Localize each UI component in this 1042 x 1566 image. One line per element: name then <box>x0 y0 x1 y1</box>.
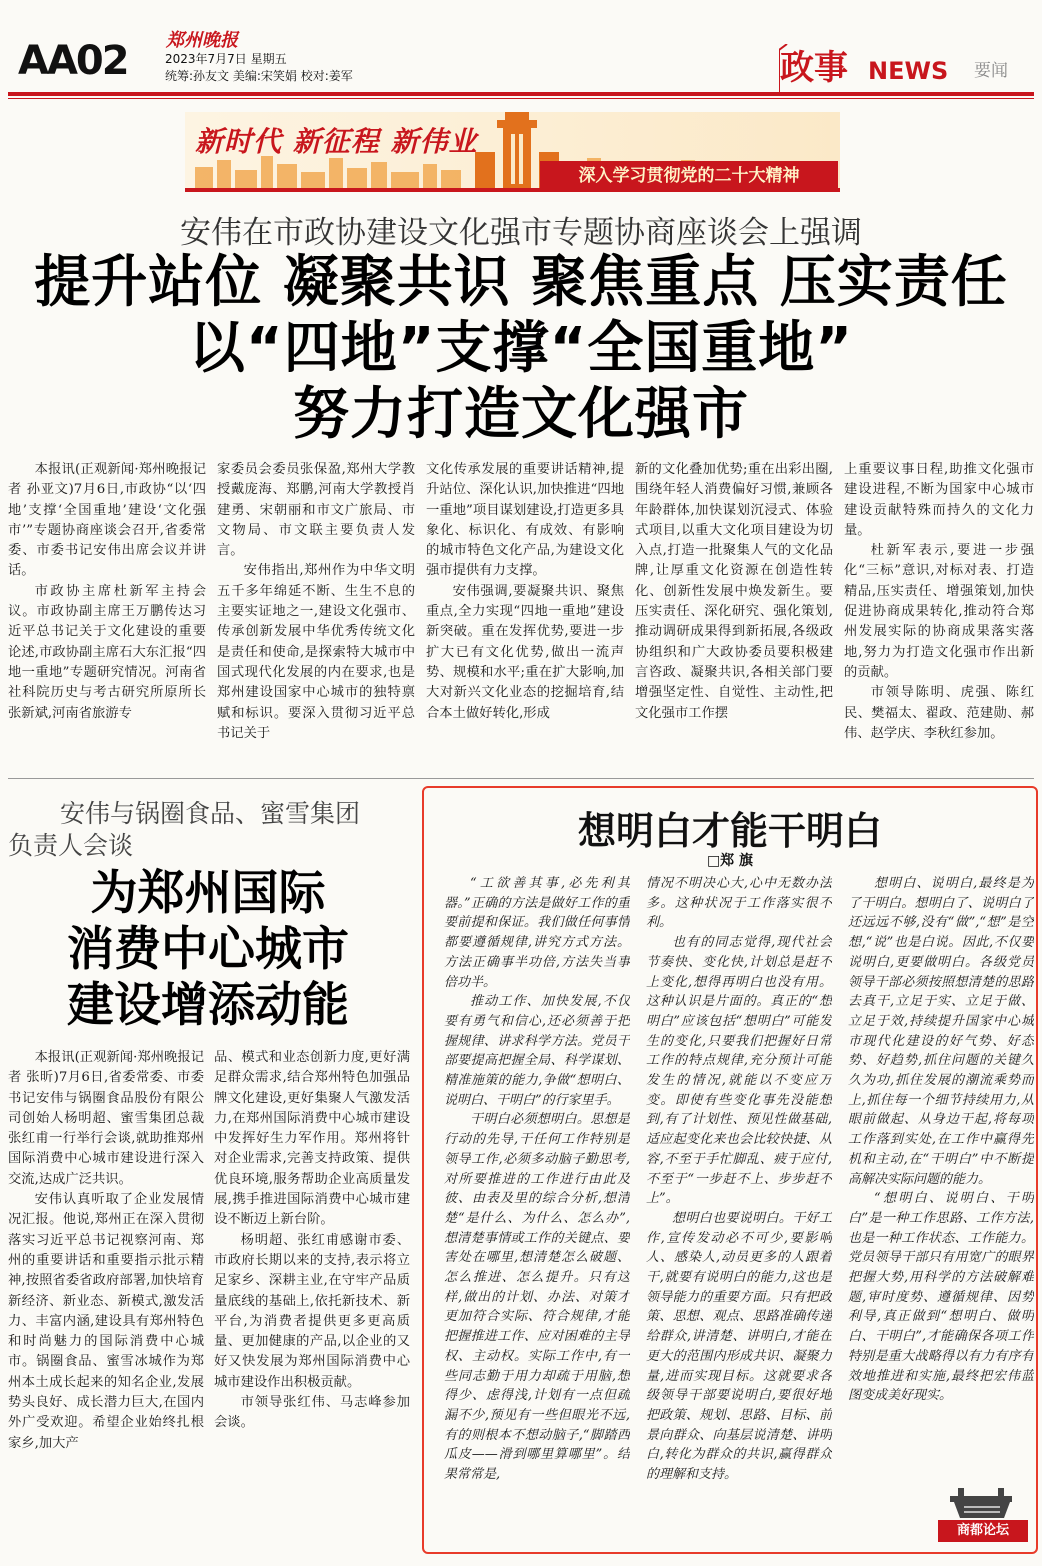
paragraph: 也有的同志觉得,现代社会节奏快、变化快,计划总是赶不上变化,想得再明白也没有用。这种认识是片面的。真正的“想明白”应该包括“想明白”可能发生的变化,只要我们把握好日常工作的特点规律,充分预计可能发生的情况,就能以不变应万变。即使有些变化事先没能想到,有了计划性、预见性做基础,适应起变化来也会比较快捷、从容,不至于手忙脚乱、疲于应付,不至于“一步赶不上、步步赶不上”。 <box>646 935 832 1207</box>
header-rule-thin <box>8 98 1034 99</box>
section-news-label: NEWS <box>868 57 949 85</box>
paragraph: 干明白必须想明白。思想是行动的先导,干任何工作特别是领导工作,必须多动脑子勤思考,对所要推进的工作进行由此及彼、由表及里的综合分析,想清楚“是什么、为什么、怎么办”,想清楚事情或工作的关键点、要害处在哪里,想清楚怎么破题、怎么推进、怎么提升。只有这样,做出的计划、办法、对策才更加符合实际、符合规律,才能把握推进工作、应对困难的主导权、主动权。实际工作中,有一些同志勤于用力却疏于用脑,想得少、虑得浅,计划有一点但疏漏不少,预见有一些但眼光不远,有的则根本不想动脑子,“脚踏西瓜皮——滑到哪里算哪里”。结果常常是, <box>444 1112 630 1483</box>
paragraph: 市领导陈明、虎强、陈红民、樊福太、翟政、范建勋、郝伟、赵学庆、李秋红参加。 <box>844 685 1034 741</box>
commentary-column-1 <box>444 874 630 1546</box>
lead-headline-line-1: 提升站位 凝聚共识 聚焦重点 压实责任 <box>34 250 1008 315</box>
banner-title: 新时代 新征程 新伟业 <box>195 125 478 158</box>
section-title: 政事 <box>780 48 848 88</box>
paragraph: 想明白、说明白,最终是为了干明白。想明白了、说明白了还远远不够,没有“做”,“想”是空想,“说”也是白说。因此,不仅要说明白,更要做明白。各级党员领导干部必须按照想清楚的思路去真干,立足于实、立足于做、立足于效,持续提升国家中心城市现代化建设的好气势、好态势、好趋势,抓住问题的关键久久为功,抓住发展的潮流乘势而上,抓住每一个细节持续用力,从眼前做起、从身边干起,将每项工作落到实处,在工作中赢得先机和主动,在“干明白”中不断提高解决实际问题的能力。 <box>848 876 1034 1187</box>
paragraph: 杜新军表示,要进一步强化“三标”意识,对标对表、打造精品,压实责任、增强策划,加快促进协商成果转化,推动符合郑州发展实际的协商成果落实落地,努力为打造文化强市作出新的贡献。 <box>844 543 1034 680</box>
issue-date: 2023年7月7日 星期五 <box>165 52 287 66</box>
paragraph: 杨明超、张红甫感谢市委、市政府长期以来的支持,表示将立足家乡、深耕主业,在守牢产品质量底线的基础上,依托新技术、新平台,为消费者提供更多更高质量、更加健康的产品,以企业的又好又快发展为郑州国际消费中心城市建设作出积极贡献。 <box>214 1232 410 1390</box>
section-subtitle: 要闻 <box>974 61 1008 81</box>
commentary-column-3 <box>848 874 1034 1478</box>
lead-headline-line-2: 以“四地”支撑“全国重地” <box>188 316 854 381</box>
paragraph: 情况不明决心大,心中无数办法多。这种状况于工作落实很不利。 <box>646 876 832 931</box>
commentary-title: 想明白才能干明白 <box>577 809 882 853</box>
article2-kicker: 安伟与锅圈食品、蜜雪集团 <box>60 799 361 828</box>
section-divider <box>8 778 1034 779</box>
paragraph: 本报讯(正观新闻·郑州晚报记者 孙亚文)7月6日,市政协“以‘四地’支撑‘全国重地’建设‘文化强市’”专题协商座谈会召开,省委常委、市委书记安伟出席会议并讲话。 <box>8 462 206 579</box>
article2-headline-line-3: 建设增添动能 <box>67 978 349 1033</box>
lead-column-4 <box>635 460 833 770</box>
paragraph: 上重要议事日程,助推文化强市建设进程,不断为国家中心城市建设贡献特殊而持久的文化力量。 <box>844 462 1034 538</box>
paragraph: 安伟指出,郑州作为中华文明五千多年绵延不断、生生不息的主要实证地之一,建设文化强市、传承创新发展中华优秀传统文化是责任和使命,是探索特大城市中国式现代化发展的内在要求,也是郑州建设国家中心城市的独特禀赋和标识。要深入贯彻习近平总书记关于 <box>217 563 415 741</box>
lead-column-3 <box>426 460 624 770</box>
header-rule <box>8 92 1034 96</box>
banner-subtitle: 深入学习贯彻党的二十大精神 <box>540 161 838 191</box>
paragraph: 家委员会委员张保盈,郑州大学教授戴庞海、郑鹏,河南大学教授肖建勇、宋朝丽和市文广旅局、市文物局、市文联主要负责人发言。 <box>217 462 415 559</box>
paragraph: “想明白、说明白、干明白”是一种工作思路、工作方法,也是一种工作状态、工作能力。党员领导干部只有用宽广的眼界把握大势,用科学的方法破解难题,审时度势、遵循规律、因势利导,真正做到“想明白、做明白、干明白”,才能确保各项工作特别是重大战略得以有力有序有效地推进和实施,最终把宏伟蓝图变成美好现实。 <box>848 1191 1034 1404</box>
forum-badge-label: 商都论坛 <box>938 1520 1028 1542</box>
editor-credits: 统筹:孙友文 美编:宋笑娟 校对:姜军 <box>165 69 353 83</box>
article2-headline-line-2: 消费中心城市 <box>67 922 349 977</box>
paragraph: 市政协主席杜新军主持会议。市政协副主席王万鹏传达习近平总书记关于文化建设的重要论述,市政协副主席石大东汇报“四地一重地”专题研究情况。河南省社科院历史与考古研究所原所长张新斌,河南省旅游专 <box>8 583 206 721</box>
paragraph: 安伟认真听取了企业发展情况汇报。他说,郑州正在深入贯彻落实习近平总书记视察河南、郑州的重要讲话和重要指示批示精神,按照省委省政府部署,加快培育新经济、新业态、新模式,激发活力、丰富内涵,建设具有郑州特色和时尚魅力的国际消费中心城市。锅圈食品、蜜雪冰城作为郑州本土成长起来的知名企业,发展势头良好、成长潜力巨大,在国内外广受欢迎。希望企业始终扎根家乡,加大产 <box>8 1192 204 1451</box>
paragraph: 新的文化叠加优势;重在出彩出圈,围绕年轻人消费偏好习惯,兼顾各年龄群体,加快谋划沉浸式、体验式项目,以重大文化项目建设为切入点,打造一批聚集人气的文化品牌,让厚重文化资源在创造性转化、创新性发展中焕发新生。要压实责任、深化研究、强化策划,推动调研成果得到新拓展,各级政协组织和广大政协委员要积极建言咨政、凝聚共识,各相关部门要增强坚定性、自觉性、主动性,把文化强市工作摆 <box>635 462 833 721</box>
paragraph: 品、模式和业态创新力度,更好满足群众需求,结合郑州特色加强品牌文化建设,更好集聚人气激发活力,在郑州国际消费中心城市建设中发挥好生力军作用。郑州将针对企业需求,完善支持政策、提供优良环境,服务帮助企业高质量发展,携手推进国际消费中心城市建设不断迈上新台阶。 <box>214 1050 410 1228</box>
paragraph: 安伟强调,要凝聚共识、聚焦重点,全力实现“四地一重地”建设新突破。重在发挥优势,要进一步扩大已有文化优势,做出一流声势、规模和水平;重在扩大影响,加大对新兴文化业态的挖掘培育,结合本土做好转化,形成 <box>426 583 624 721</box>
paragraph: “工欲善其事,必先利其器。”正确的方法是做好工作的重要前提和保证。我们做任何事情都要遵循规律,讲究方式方法。方法正确事半功倍,方法失当事倍功半。 <box>444 876 630 990</box>
paragraph: 本报讯(正观新闻·郑州晚报记者 张昕)7月6日,省委常委、市委书记安伟与锅圈食品股份有限公司创始人杨明超、蜜雪集团总裁张红甫一行举行会谈,就助推郑州国际消费中心城市建设进行深入交流,达成广泛共识。 <box>8 1050 204 1187</box>
paper-logo: 郑州晚报 <box>166 30 238 51</box>
paragraph: 文化传承发展的重要讲话精神,提升站位、深化认识,加快推进“四地一重地”项目谋划建设,打造更多具象化、标识化、有成效、有影响的城市特色文化产品,为建设文化强市提供有力支撑。 <box>426 462 624 579</box>
article2-column-1 <box>8 1048 204 1548</box>
article2-kicker-line-2: 负责人会谈 <box>8 831 134 860</box>
commentary-author: □郑 旗 <box>706 853 754 869</box>
article2-column-2 <box>214 1048 410 1548</box>
commentary-column-2 <box>646 874 832 1546</box>
article2-headline-line-1: 为郑州国际 <box>90 866 326 921</box>
lead-column-2 <box>217 460 415 770</box>
lead-column-1 <box>8 460 206 770</box>
paragraph: 想明白也要说明白。干好工作,宣传发动必不可少,要影响人、感染人,动员更多的人跟着干,就要有说明白的能力,这也是领导能力的重要方面。只有把政策、思想、观点、思路准确传递给群众,讲清楚、讲明白,才能在更大的范围内形成共识、凝聚力量,进而实现目标。这就要求各级领导干部要说明白,要很好地把政策、规划、思路、目标、前景向群众、向基层说清楚、讲明白,转化为群众的共识,赢得群众的理解和支持。 <box>646 1210 832 1483</box>
lead-headline-line-3: 努力打造文化强市 <box>293 382 749 447</box>
lead-column-5 <box>844 460 1034 770</box>
paragraph: 推动工作、加快发展,不仅要有勇气和信心,还必须善于把握规律、讲求科学方法。党员干部要提高把握全局、科学谋划、精准施策的能力,争做“想明白、说明白、干明白”的行家里手。 <box>444 994 630 1108</box>
page-number: AA02 <box>18 38 128 84</box>
paragraph: 市领导张红伟、马志峰参加会谈。 <box>214 1395 410 1431</box>
lead-kicker: 安伟在市政协建设文化强市专题协商座谈会上强调 <box>180 215 862 251</box>
